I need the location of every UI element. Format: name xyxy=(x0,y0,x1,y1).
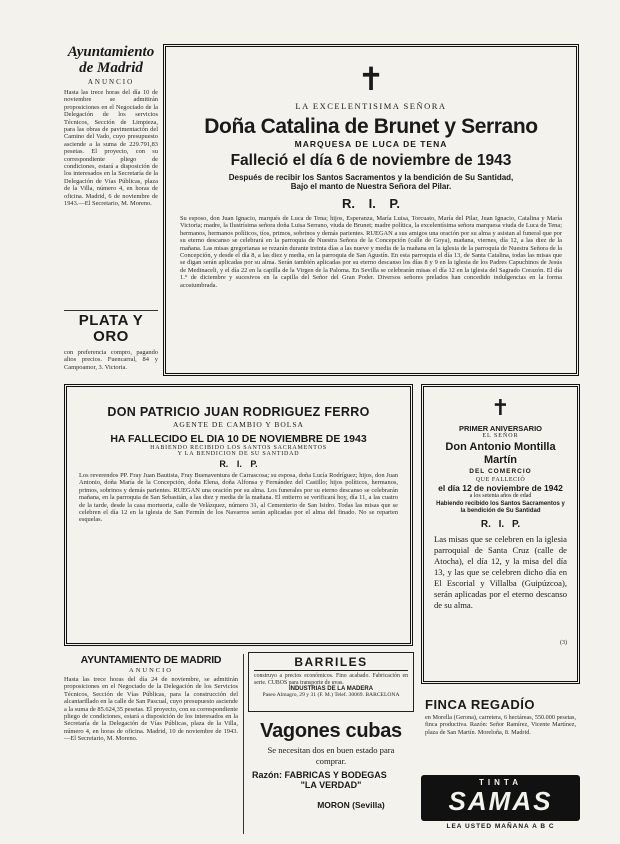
barriles-ad xyxy=(248,652,414,712)
right-obituary-sacraments: Habiendo recibido los Santos Sacramentos y la bendición de Su Santidad xyxy=(436,501,565,514)
cross-icon: ✝ xyxy=(357,60,385,98)
right-obituary-prefix: EL SEÑOR xyxy=(482,433,519,439)
middle-obituary xyxy=(64,384,413,646)
right-obituary-body: Las misas que se celebren en la iglesia parroquial de Santa Cruz (calle de Atocha), el día 12, y la misa del día 13, y las que se celebren dicho día en El Escorial y Villalba (Guipúzcoa), serán aplicadas por el eterno descanso de su alma. xyxy=(434,534,567,610)
vagones-ad-body: Se necesitan dos en buen estado para comprar. xyxy=(267,745,395,766)
left-notice-subtitle: ANUNCIO xyxy=(87,78,135,86)
tinta-ad-banner xyxy=(421,775,580,821)
right-obituary-ref: (3) xyxy=(560,640,567,646)
cross-icon: ✝ xyxy=(491,396,510,421)
bottom-notice-body: Hasta las trece horas del día 24 de noviembre, se admitirán proposiciones en el Negociado de la Delegación de los Servicios Técnicos, Sección de Vías Públicas, para la construcción del alcantarillado en la calle de San Pascual, cuyo presupuesto asciende a la suma de 85.624,35 pesetas. El proyecto, con su correspondiente pliego de condiciones, estará a disposición de los interesados en la Secretaría de la Delegación de Vías Públicas, plaza de la Villa, número 4, en horas de oficina. Madrid, 10 de noviembre de 1943.—El Secretario, M. Moreno. xyxy=(64,676,238,743)
vagones-ad-contact xyxy=(252,770,410,780)
vagones-ad-contact-name: FABRICAS Y BODEGAS xyxy=(284,770,387,780)
top-obituary-sacraments: Después de recibir los Santos Sacramentos y la bendición de Su Santidad, xyxy=(228,173,514,182)
bottom-notice-subtitle: ANUNCIO xyxy=(129,667,173,674)
right-obituary-heading: PRIMER ANIVERSARIO xyxy=(458,424,543,433)
right-obituary-rip: R. I. P. xyxy=(480,519,521,530)
right-obituary-position: DEL COMERCIO xyxy=(469,468,532,475)
plata-ad xyxy=(64,313,158,377)
vagones-ad-location: MORON (Sevilla) xyxy=(317,800,385,810)
finca-ad xyxy=(421,694,580,770)
middle-obituary-name: DON PATRICIO JUAN RODRIGUEZ FERRO xyxy=(107,405,370,419)
vagones-ad-contact-name-2: "LA VERDAD" xyxy=(300,780,362,790)
top-obituary-mantle: Bajo el manto de Nuestra Señora del Pilar. xyxy=(290,182,452,191)
barriles-ad-body: construyo a precios económicos. Fino acabado. Fabricación en serie. CUBOS para transporte de uvas. xyxy=(254,673,408,686)
left-notice-title-2: de Madrid xyxy=(79,60,143,76)
plata-ad-body: con preferencia compro, pagando altos precios. Fuencarral, 84 y Campoamor, 3. Victoria. xyxy=(64,349,158,371)
middle-obituary-position: AGENTE DE CAMBIO Y BOLSA xyxy=(173,420,304,429)
finca-ad-body: en Morella (Gerona), carretera, 6 hectáreas, 550.000 pesetas, finca productiva. Razón: Señor Ramírez, Vicente Martínez, plaza de San Martín. Moreloña, 8. Madrid. xyxy=(425,714,576,736)
top-obituary-body: Su esposo, don Juan Ignacio, marqués de Luca de Tena; hijos, Esperanza, María Luisa, Torcuato, María del Pilar, Juan Ignacio, Catalina y María Victoria; madre, la Ilustrísima señora doña Luisa Serrano, viuda de Brunet; madre política, la excelentísima señora marquesa viuda de Luca de Tena; hermanos, hermanos políticos, tíos, primos, sobrinos y demás parientes. RUEGAN a sus amigos una oración por su alma y asistan al funeral que por su eterno descanso se celebrará en la parroquia de Nuestra Señora de la Concepción (calle de Goya), mañana, viernes, día 12, a las diez de la mañana. Las misas gregorianas se rezarán durante treinta días a las nueve y media de la mañana en la iglesia de la parroquia de Nuestra Señora de la Concepción, y desde el día 8, a las diez y media, en la parroquia de San Agustín. En esta parroquia el día 13, de Santa Catalina, todas las misas que se digan serán aplicadas por su alma. Serán también aplicadas por su eterno descanso los días 8 y 9 en la iglesia de los Padres Capuchinos de Jesús de Medinaceli, y el día 22 en la capilla de la Virgen de la Paloma. En Sevilla se celebrarán misas el día 12 en la iglesia del Sagrado Corazón. El día 1.° de diciembre y sucesivos en la capilla del Señor del Gran Poder. Diversos señores prelados han concedido indulgencias en la forma acostumbrada. xyxy=(180,215,562,289)
top-obituary-name: Doña Catalina de Brunet y Serrano xyxy=(204,115,538,138)
barriles-ad-company: INDUSTRIAS DE LA MADERA xyxy=(288,686,374,693)
middle-obituary-sacraments-2: Y LA BENDICION DE SU SANTIDAD xyxy=(177,451,300,457)
barriles-ad-address: Paseo Almagro, 29 y 31 (F. M.) Telef. 30069. BARCELONA xyxy=(262,692,400,699)
tinta-ad-word: TINTA xyxy=(479,778,522,787)
right-obituary-age: a los setenta años de edad xyxy=(469,493,532,499)
left-notice xyxy=(64,44,158,306)
middle-obituary-rip: R. I. P. xyxy=(219,459,258,469)
barriles-ad-title: BARRILES xyxy=(254,655,408,671)
vagones-ad-contact-label: Razón: xyxy=(252,770,282,780)
left-notice-title-1: Ayuntamiento xyxy=(67,44,155,60)
plata-ad-title: PLATA Y ORO xyxy=(78,312,144,345)
top-obituary xyxy=(163,44,579,376)
finca-ad-title: FINCA REGADÍO xyxy=(425,697,536,712)
middle-obituary-sacraments-1: HABIENDO RECIBIDO LOS SANTOS SACRAMENTOS xyxy=(150,445,327,451)
tinta-ad-brand: SAMAS xyxy=(448,786,553,816)
top-obituary-died: Falleció el día 6 de noviembre de 1943 xyxy=(230,152,512,169)
vagones-ad xyxy=(248,718,414,832)
bottom-notice-title: AYUNTAMIENTO DE MADRID xyxy=(80,654,222,666)
left-notice-body: Hasta las trece horas del día 10 de noviembre se admitirán proposiciones en el Negociado de la Delegación de los servicios Técnicos, Sección de Limpieza, para las obras de pavimentación del Camino del Vado, cuyo presupuesto asciende a la suma de 229.791,83 pesetas. El proyecto, con su correspondiente pliego de condiciones, estará a disposición de los interesados en la Secretaría de la Delegación de Vías Públicas, plaza de la Villa, número 4, en horas de oficina. Madrid, 6 de noviembre de 1943.—El Secretario, M. Moreno. xyxy=(64,89,158,208)
middle-obituary-body: Los reverendos PP. Fray Juan Bautista, Fray Buenaventura de Carrascosa; su esposa, doña Lucía Rodríguez; hijos, don Juan Antonio, doña María de la Concepción, doña Elena, doña Alfonsa y Fernández del Castillo; hijos políticos, hermanos, primos, sobrinos y demás parientes. RUEGAN una oración por su alma. Los funerales por su eterno descanso se celebrarán mañana, en la parroquia de San Sebastián, a las diez y media de la mañana. El entierro se verificará hoy, día 11, a las cuatro de la tarde, desde la casa mortuoria, calle de Velázquez, número 31, al Cementerio de San Isidro. Todas las misas que se celebren el día 12 en la iglesia de San Fermín de los Navarros serán aplicadas por el alma del finado. No se reparten esquelas. xyxy=(79,472,398,524)
middle-obituary-died: HA FALLECIDO EL DIA 10 DE NOVIEMBRE DE 1943 xyxy=(110,433,367,445)
column-divider xyxy=(243,654,244,834)
right-obituary-name: Don Antonio Montilla Martín xyxy=(445,441,556,466)
top-obituary-title: MARQUESA DE LUCA DE TENA xyxy=(294,139,448,149)
top-obituary-rip: R. I. P. xyxy=(341,196,401,211)
left-notice-divider xyxy=(64,310,158,311)
right-obituary xyxy=(421,384,580,684)
vagones-ad-title: Vagones cubas xyxy=(260,720,402,742)
top-obituary-heading: LA EXCELENTISIMA SEÑORA xyxy=(295,101,447,111)
right-obituary-died-intro: QUE FALLECIÓ xyxy=(475,477,526,483)
tinta-ad xyxy=(421,775,580,833)
tinta-ad-slogan: LEA USTED MAÑANA A B C xyxy=(446,823,555,830)
bottom-notice xyxy=(64,654,238,832)
right-obituary-died: el día 12 de noviembre de 1942 xyxy=(438,483,563,493)
